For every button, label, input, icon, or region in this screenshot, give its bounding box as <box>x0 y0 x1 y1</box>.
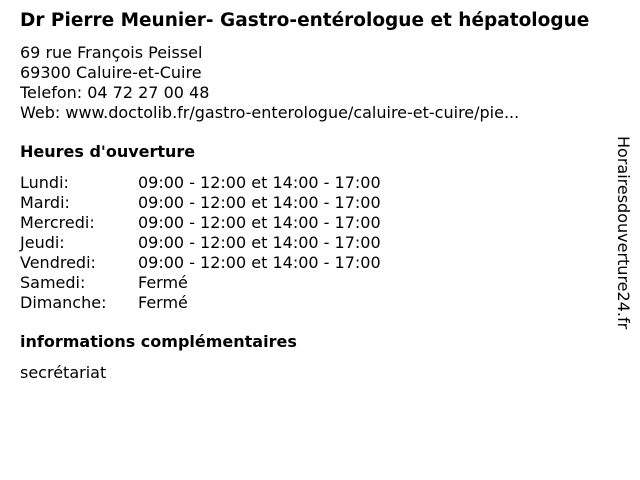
opening-hours-heading: Heures d'ouverture <box>20 142 196 161</box>
day-hours: 09:00 - 12:00 et 14:00 - 17:00 <box>138 233 381 252</box>
day-hours: Fermé <box>138 273 188 292</box>
day-hours: 09:00 - 12:00 et 14:00 - 17:00 <box>138 253 381 272</box>
street-address: 69 rue François Peissel <box>20 43 203 62</box>
hours-row-monday <box>20 173 612 193</box>
day-hours: 09:00 - 12:00 et 14:00 - 17:00 <box>138 193 381 212</box>
listing-card <box>20 10 612 383</box>
additional-info-heading: informations complémentaires <box>20 332 297 351</box>
day-label: Mardi: <box>20 193 70 212</box>
day-hours: 09:00 - 12:00 et 14:00 - 17:00 <box>138 213 381 232</box>
opening-hours-table <box>20 173 612 313</box>
site-watermark: Horairesdouverture24.fr <box>614 136 633 330</box>
hours-row-saturday <box>20 273 612 293</box>
day-label: Lundi: <box>20 173 69 192</box>
address-block <box>20 43 612 123</box>
page-title: Dr Pierre Meunier- Gastro-entérologue et hépatologue <box>20 10 590 31</box>
day-label: Mercredi: <box>20 213 95 232</box>
hours-row-tuesday <box>20 193 612 213</box>
hours-row-sunday <box>20 293 612 313</box>
phone-number[interactable]: Telefon: 04 72 27 00 48 <box>20 83 210 102</box>
hours-row-thursday <box>20 233 612 253</box>
day-label: Vendredi: <box>20 253 96 272</box>
city-address: 69300 Caluire-et-Cuire <box>20 63 202 82</box>
hours-row-friday <box>20 253 612 273</box>
day-label: Dimanche: <box>20 293 107 312</box>
hours-row-wednesday <box>20 213 612 233</box>
website-link[interactable]: Web: www.doctolib.fr/gastro-enterologue/caluire-et-cuire/pie... <box>20 103 520 122</box>
additional-info-text: secrétariat <box>20 363 107 382</box>
day-hours: 09:00 - 12:00 et 14:00 - 17:00 <box>138 173 381 192</box>
day-label: Samedi: <box>20 273 86 292</box>
day-hours: Fermé <box>138 293 188 312</box>
day-label: Jeudi: <box>20 233 65 252</box>
